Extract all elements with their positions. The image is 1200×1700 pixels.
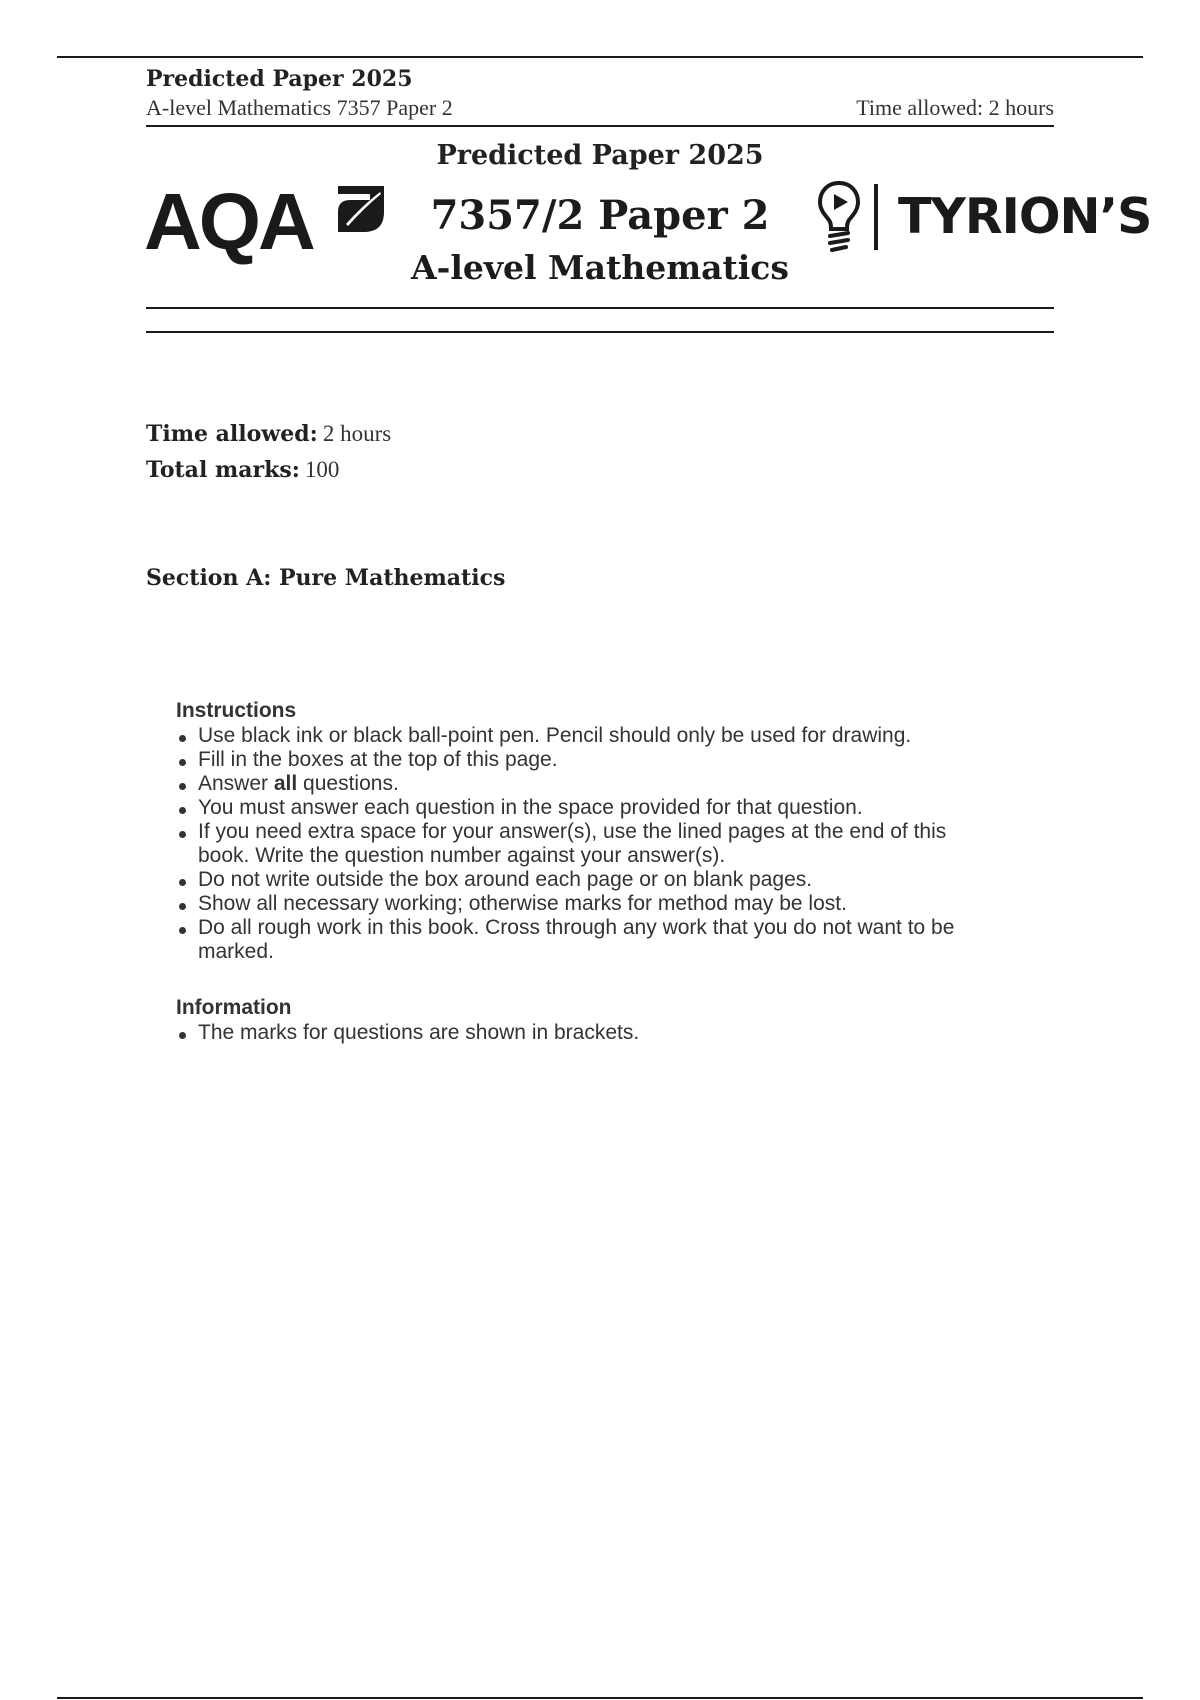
instruction-item: You must answer each question in the space provided for that question.	[176, 796, 956, 820]
time-allowed-label: Time allowed:	[146, 421, 318, 447]
instruction-item-text: questions.	[297, 772, 399, 795]
instruction-item: Use black ink or black ball-point pen. Pencil should only be used for drawing.	[176, 724, 956, 748]
instructions-list	[176, 724, 956, 964]
title-subject: A-level Mathematics	[411, 248, 789, 287]
page-top-rule	[57, 56, 1143, 58]
aqa-logo-text: AQA	[144, 177, 313, 266]
title-predicted: Predicted Paper 2025	[436, 140, 764, 171]
title-rule-lower	[146, 331, 1054, 333]
total-marks-value: 100	[304, 457, 340, 482]
instruction-item: Fill in the boxes at the top of this page.	[176, 748, 956, 772]
running-header-time: Time allowed: 2 hours	[856, 95, 1054, 120]
instruction-item: Do all rough work in this book. Cross through any work that you do not want to be marked.	[176, 916, 956, 964]
aqa-leaf-icon	[334, 182, 388, 236]
instruction-item-text: Answer	[198, 772, 274, 795]
running-header-rule	[146, 125, 1054, 127]
section-title: Section A: Pure Mathematics	[146, 565, 506, 591]
instruction-item: If you need extra space for your answer(s), use the lined pages at the end of this book. Write the question number against your answer(s).	[176, 820, 956, 868]
information-list	[176, 1021, 956, 1045]
information-heading: Information	[176, 996, 292, 1019]
title-paper-code: 7357/2 Paper 2	[430, 192, 770, 239]
instructions-heading: Instructions	[176, 699, 297, 722]
lightbulb-play-icon	[816, 180, 862, 256]
instruction-item	[176, 772, 956, 796]
instruction-item-emphasis: all	[273, 772, 298, 795]
instruction-item: Do not write outside the box around each page or on blank pages.	[176, 868, 956, 892]
time-allowed-row	[146, 421, 391, 447]
instruction-item: Show all necessary working; otherwise marks for method may be lost.	[176, 892, 956, 916]
total-marks-row	[146, 457, 339, 483]
page-bottom-rule	[57, 1697, 1143, 1699]
aqa-logo	[144, 177, 313, 266]
information-item: The marks for questions are shown in brackets.	[176, 1021, 956, 1045]
running-header-subtitle: A-level Mathematics 7357 Paper 2	[146, 95, 453, 120]
time-allowed-value: 2 hours	[322, 421, 392, 446]
tyrions-logo-divider	[874, 184, 878, 250]
title-rule-upper	[146, 307, 1054, 309]
running-header-title: Predicted Paper 2025	[146, 66, 413, 92]
total-marks-label: Total marks:	[146, 457, 300, 483]
tyrions-logo-text: TYRION’S	[898, 188, 1152, 245]
